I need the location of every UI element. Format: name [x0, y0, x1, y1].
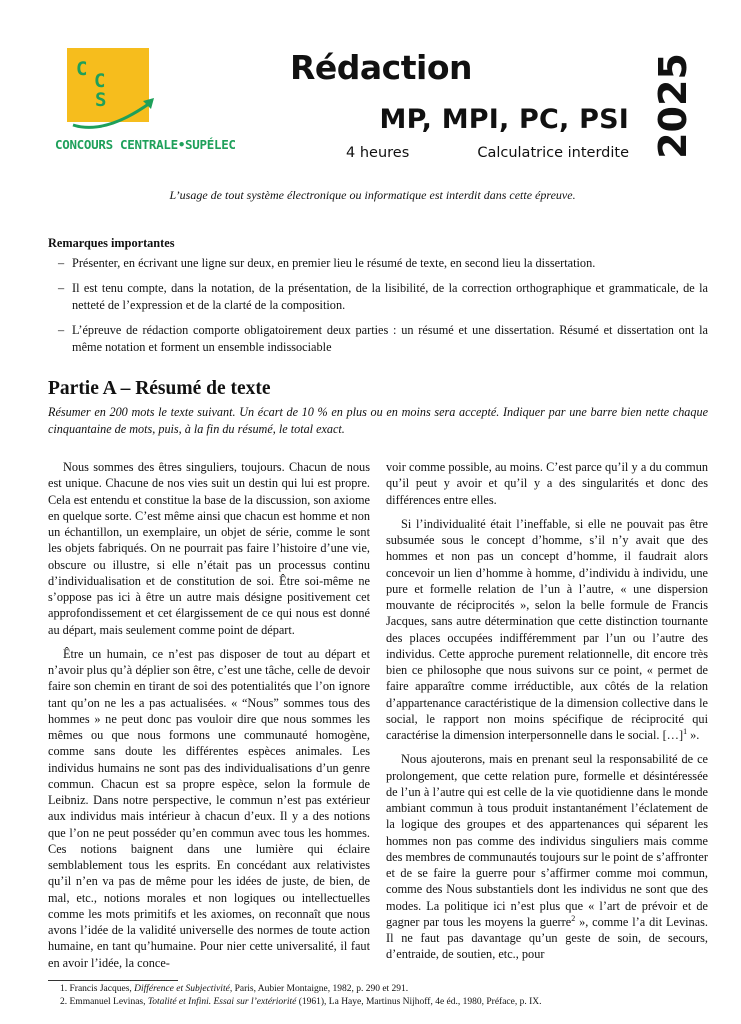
footnote-details: , Paris, Aubier Montaigne, 1982, p. 290 et 291. — [229, 984, 409, 994]
list-item: – Présenter, en écrivant une ligne sur deux, en premier lieu le résumé de texte, en second lieu la dissertation. — [58, 256, 596, 270]
concours-logo — [55, 43, 236, 163]
calculator-rule: Calculatrice interdite — [477, 145, 629, 161]
logo-letter-3: S — [95, 89, 107, 111]
text-column-right — [386, 459, 708, 971]
footnote-number: 2. — [60, 997, 68, 1007]
remarks-title: Remarques importantes — [48, 236, 175, 250]
text-paragraph-3 — [386, 516, 708, 744]
text-paragraph-4 — [386, 751, 708, 962]
list-item: – L’épreuve de rédaction comporte obligatoirement deux parties : un résumé et une dissertation. Résumé et dissertation ont la même notation et forment un ensemble indissociable — [58, 323, 708, 354]
logo-letter-1: C — [76, 58, 88, 80]
footnote-ref-2: 2 — [571, 913, 576, 923]
footnote-divider — [48, 980, 178, 981]
footnote-work: Totalité et Infini. Essai sur l’extériorité — [147, 997, 297, 1007]
logo-letter-2: C — [94, 70, 106, 92]
exam-title: Rédaction — [290, 48, 472, 87]
list-item: – Il est tenu compte, dans la notation, de la présentation, de la lisibilité, de la correction orthographique et grammaticale, de la netteté de l’expression et de la clarté de la composition. — [58, 281, 708, 312]
footnote-details: (1961), La Haye, Martinus Nijhoff, 4e éd., 1980, Préface, p. IX. — [296, 997, 542, 1007]
paragraph-3-end: ». — [687, 728, 700, 742]
logo-letters-graphic — [55, 43, 225, 138]
footnote-author: Francis Jacques, — [69, 984, 135, 994]
remarks-list — [48, 255, 708, 364]
part-a-instruction: Résumer en 200 mots le texte suivant. Un écart de 10 % en plus ou en moins sera accepté. Indiquer par une barre bien nette chaque cinquantaine de mots, puis, à la fin du résumé, le total exact. — [48, 405, 708, 436]
text-paragraph-2-continued: voir comme possible, au moins. C’est parce qu’il y a du commun qu’il peut y avoir et qu’il y a des singularités et donc des différences entre elles. — [386, 460, 708, 507]
exam-year — [645, 50, 701, 162]
footnote-work: Différence et Subjectivité — [134, 984, 230, 994]
footnote-2 — [48, 996, 708, 1009]
electronics-notice: L’usage de tout système électronique ou informatique est interdit dans cette épreuve. — [169, 188, 576, 202]
footnote-author: Emmanuel Levinas, — [69, 997, 148, 1007]
footnote-ref-1: 1 — [683, 726, 688, 736]
text-paragraph-1: Nous sommes des êtres singuliers, toujours. Chacun de nous est unique. Chacune de nos vies suit un destin qui lui est propre. Cela est entendu et constitue la base de la discussion, son axiome en quelque sorte. C’est même ainsi que chacun est homme et non un échantillon, un exemplaire, un objet de série, comme le sont les objets fabriqués. On ne pourrait pas faire l’histoire d’une vie, obscure ou illustre, si elle n’était pas un processus continu d’individualisation et de constitution de soi. Être soi-même ne s’oppose pas ici à être un autre mais désigne positivement cet approfondissement et cet élargissement de ce qui nous est donné au départ, mais seulement comme point de départ. — [48, 460, 370, 637]
text-column-left — [48, 459, 370, 979]
exam-streams: MP, MPI, PC, PSI — [379, 104, 629, 135]
paragraph-4-body: Nous ajouterons, mais en prenant seul la responsabilité de ce prolongement, que cette relation pure, formelle et désintéressée de l’un à l’autre qui est celle de la vie quotidienne dans le monde ambiant commun à tous produit instantanément l’éclatement de la logique des groupes et des appartenances qui séparent les hommes non pas comme des individus singuliers mais comme des membres de communautés toujours sur le point de s’affronter et de se faire la guerre pour s’affirmer comme moi commun, comme des Nous substantiels dont les individus ne sont que des modes. La politique ici n’est plus que « l’art de prévoir et de gagner par tous les moyens la guerre — [386, 752, 708, 929]
footnotes — [48, 983, 708, 1009]
part-a-title: Partie A – Résumé de texte — [48, 378, 271, 399]
exam-duration: 4 heures — [346, 145, 410, 161]
logo-name: CONCOURS CENTRALE•SUPÉLEC — [55, 137, 236, 152]
exam-year-text: 2025 — [651, 53, 695, 159]
text-paragraph-2: Être un humain, ce n’est pas disposer de tout au départ et n’avoir plus qu’à déplier son être, c’est une tâche, celle de devoir faire son chemin en tirant de soi des potentialités que l’on ignore tant qu’on ne les a pas actualisées. « “Nous” sommes tous des hommes » ne peut donc pas vouloir dire que nous sommes les mêmes ou que nous formons une communauté homogène, comme sans doute les différentes espèces animales. Les individus humains ne sont pas des individualisations d’un genre commun. Chacun est sa propre espèce, selon la formule de Leibniz. Dans notre perspective, le commun n’est pas extérieur aux individus mais intérieur à chacun d’eux. Il y a des notions que l’on ne peut posséder qu’en commun avec tous les hommes. Ces notions baignent dans une lumière qui éclaire semblablement tous les esprits. En concédant aux relativistes qu’il n’en va pas de même pour les idées de juste, de bien, de mal, etc., notions morales et non logiques ou intellectuelles comme les mots primitifs et les axiomes, on reconnaît que nous avons l’idée de la validité universelle des normes de toute action humaine, en tant qu’humaine. Pour nier cette universalité, il faut en avoir l’idée, la conce- — [48, 646, 370, 970]
paragraph-3-body: Si l’individualité était l’ineffable, si elle ne pouvait pas être subsumée sous le concept d’homme, s’il n’y avait que des hommes et non pas un concept d’homme, il faudrait alors concevoir un lien d’homme à homme, d’individu à individu, une pure et formelle relation de l’un à l’autre, « une dispersion mouvante de réciprocités », selon la belle formule de Francis Jacques, sans autre détermination que cette distinction tournante des places occupées indifféremment par l’un ou l’autre des individus. Cette approche purement relationnelle, dit encore très bien ce philosophe que nous suivons sur ce point, « permet de faire apparaître comme irréductible, aux côtés de la relation d’appartenance caractéristique de la dimension collective dans le social, le rapport non moins spécifique de réciprocité qui caractérise la dimension interpersonnelle dans le social. […] — [386, 516, 708, 742]
remark-text: L’épreuve de rédaction comporte obligatoirement deux parties : un résumé et une dissertation. Résumé et dissertation ont la même notation et forment un ensemble indissociable — [72, 323, 708, 354]
remark-text: Présenter, en écrivant une ligne sur deux, en premier lieu le résumé de texte, en second lieu la dissertation. — [72, 256, 596, 270]
paragraph-4-end: », comme l’a dit Levinas. Il ne faut pas davantage qu’un geste de soin, de secours, d’entraide, de soutien, etc., pour — [386, 914, 708, 962]
logo-swoosh — [73, 103, 150, 127]
footnote-number: 1. — [60, 984, 68, 994]
footnote-1 — [48, 983, 708, 996]
remark-text: Il est tenu compte, dans la notation, de la présentation, de la lisibilité, de la correction orthographique et grammaticale, de la netteté de l’expression et de la clarté de la composition. — [72, 281, 708, 312]
